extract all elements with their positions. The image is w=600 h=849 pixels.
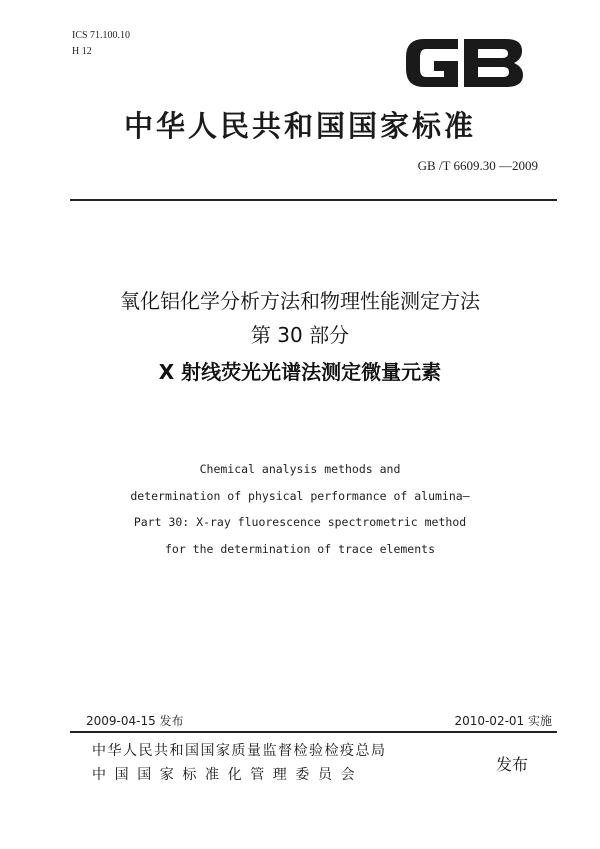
english-title-line-1: Chemical analysis methods and <box>199 462 401 476</box>
english-title-line-4: for the determination of trace elements <box>164 541 436 556</box>
ccs-code: H 12 <box>72 46 92 57</box>
ics-code: ICS 71.100.10 <box>72 30 131 41</box>
standard-title: 中华人民共和国国家标准 <box>123 109 476 143</box>
english-title-line-3: Part 30: X-ray fluorescence spectrometric method <box>133 515 467 529</box>
english-title-line-2: determination of physical performance of alumina— <box>130 488 470 503</box>
chinese-title-line-3: X 射线荧光光谱法测定微量元素 <box>158 360 442 384</box>
bottom-divider <box>70 731 557 733</box>
top-divider <box>70 199 557 201</box>
issuer-line-2: 中国国家标准化管理委员会 <box>92 767 364 783</box>
gb-logo <box>402 35 526 91</box>
chinese-title-line-1: 氧化铝化学分析方法和物理性能测定方法 <box>120 289 480 313</box>
implementation-date: 2010-02-01 实施 <box>454 714 552 728</box>
standard-number: GB /T 6609.30 —2009 <box>417 158 538 173</box>
issue-label: 发布 <box>496 755 529 774</box>
classification-codes <box>72 28 130 60</box>
publish-date: 2009-04-15 发布 <box>86 714 184 728</box>
issuer-line-1: 中华人民共和国国家质量监督检验检疫总局 <box>92 743 387 759</box>
english-title <box>0 456 600 562</box>
chinese-title-line-2: 第 30 部分 <box>250 323 350 347</box>
